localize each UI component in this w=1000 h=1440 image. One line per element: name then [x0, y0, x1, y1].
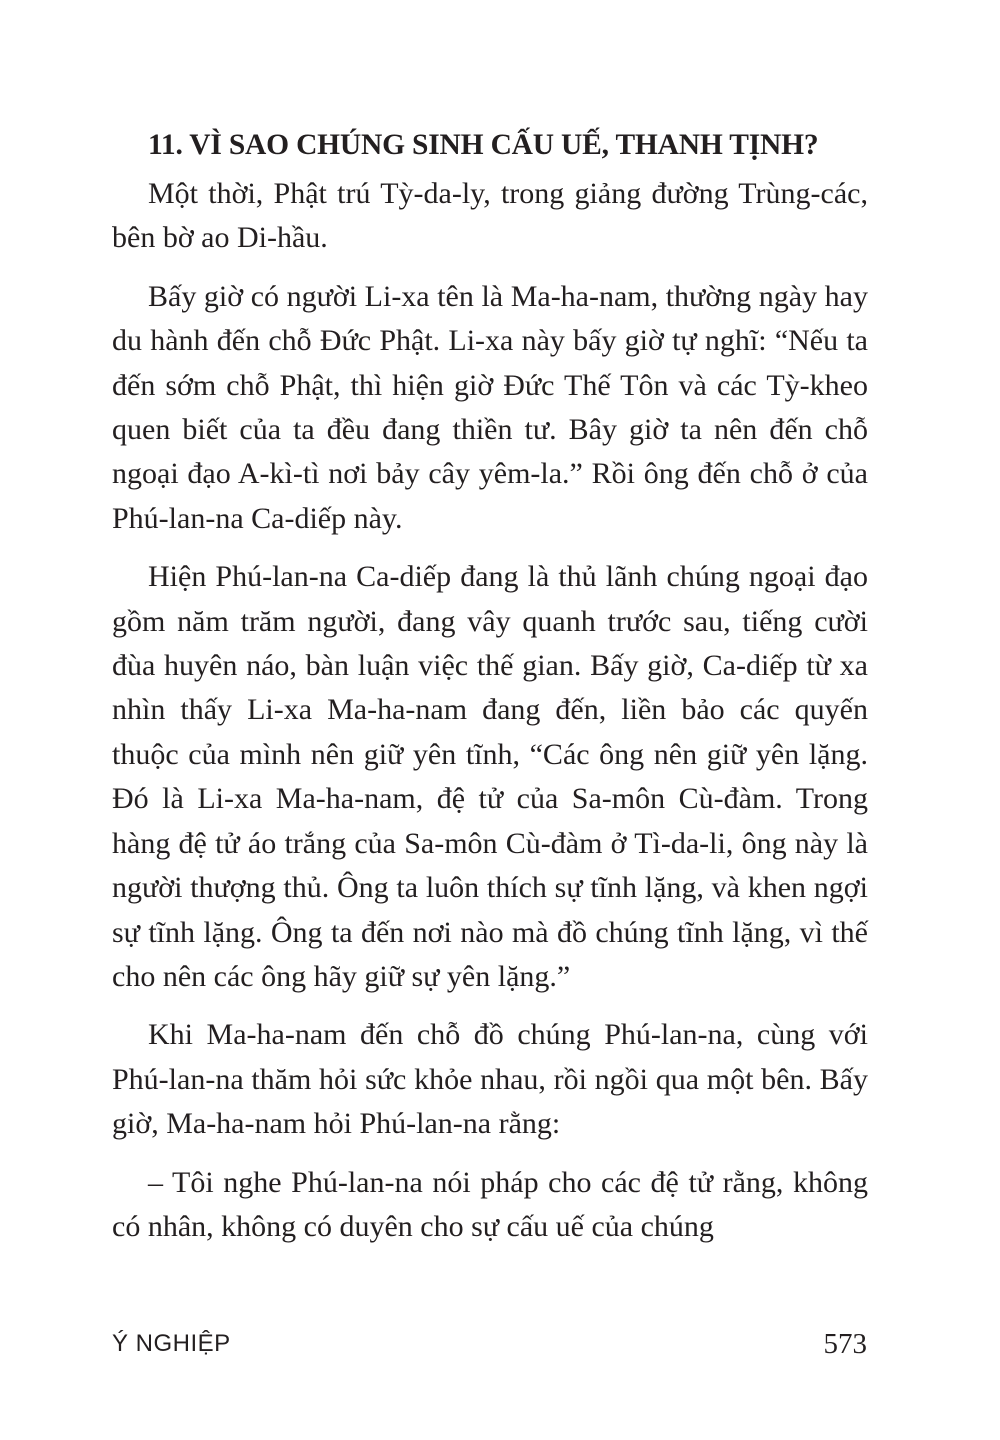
paragraph: Bấy giờ có người Li-xa tên là Ma-ha-nam, thường ngày hay du hành đến chỗ Đức Phật. Li-xa này bấy giờ tự nghĩ: “Nếu ta đến sớm chỗ Phật, thì hiện giờ Đức Thế Tôn và các Tỳ-kheo quen biết của ta đều đang thiền tư. Bây giờ ta nên đến chỗ ngoại đạo A-kì-tì nơi bảy cây yêm-la.” Rồi ông đến chỗ ở của Phú-lan-na Ca-diếp này.	[112, 279, 868, 535]
paragraph: Một thời, Phật trú Tỳ-da-ly, trong giảng đường Trùng-các, bên bờ ao Di-hầu.	[112, 177, 868, 255]
page-body	[112, 122, 868, 1263]
page-number: 573	[823, 1328, 867, 1360]
paragraph: Khi Ma-ha-nam đến chỗ đồ chúng Phú-lan-na, cùng với Phú-lan-na thăm hỏi sức khỏe nhau, rồi ngồi qua một bên. Bấy giờ, Ma-ha-nam hỏi Phú-lan-na rằng:	[112, 1018, 868, 1141]
running-footer-title: Ý NGHIỆP	[112, 1330, 231, 1357]
paragraph: Hiện Phú-lan-na Ca-diếp đang là thủ lãnh chúng ngoại đạo gồm năm trăm người, đang vây quanh trước sau, tiếng cười đùa huyên náo, bàn luận việc thế gian. Bấy giờ, Ca-diếp từ xa nhìn thấy Li-xa Ma-ha-nam đang đến, liền bảo các quyến thuộc của mình nên giữ yên tĩnh, “Các ông nên giữ yên lặng. Đó là Li-xa Ma-ha-nam, đệ tử của Sa-môn Cù-đàm. Trong hàng đệ tử áo trắng của Sa-môn Cù-đàm ở Tì-da-li, ông này là người thượng thủ. Ông ta luôn thích sự tĩnh lặng, và khen ngợi sự tĩnh lặng. Ông ta đến nơi nào mà đồ chúng tĩnh lặng, vì thế cho nên các ông hãy giữ sự yên lặng.”	[112, 560, 868, 993]
section-heading: 11. VÌ SAO CHÚNG SINH CẤU UẾ, THANH TỊNH?	[148, 129, 819, 161]
paragraph: – Tôi nghe Phú-lan-na nói pháp cho các đệ tử rằng, không có nhân, không có duyên cho sự cấu uế của chúng	[112, 1165, 868, 1243]
